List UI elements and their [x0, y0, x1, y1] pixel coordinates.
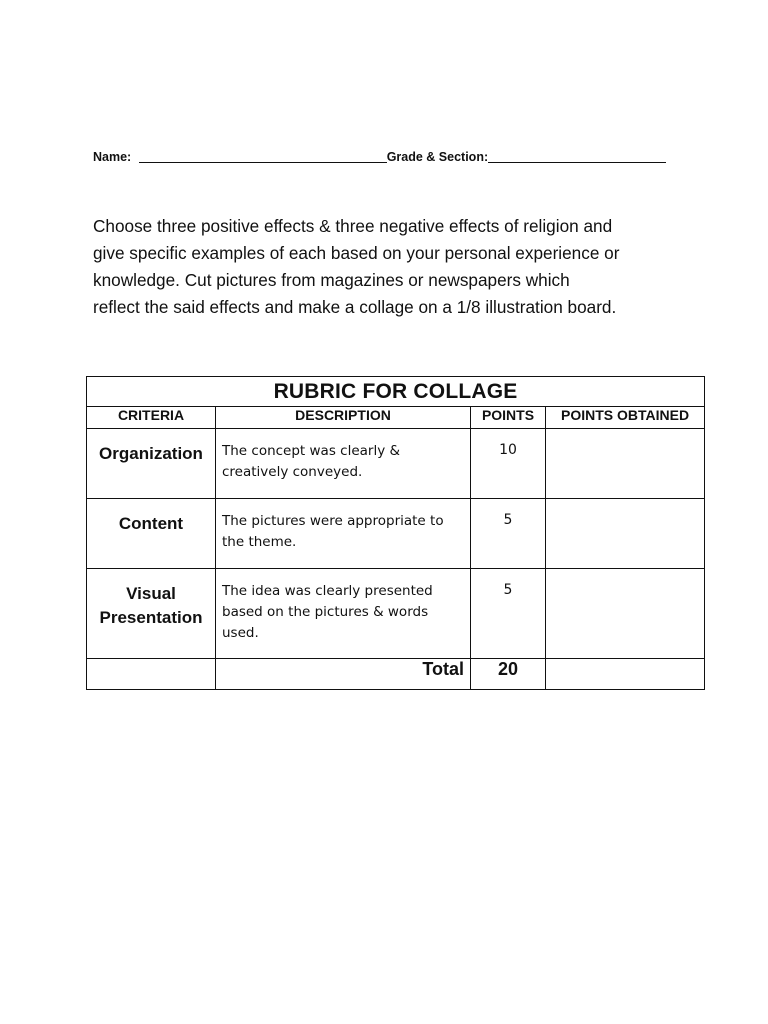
grade-section-blank-line[interactable]: [488, 151, 666, 163]
column-header-points: POINTS: [471, 407, 546, 429]
name-label: Name:: [93, 150, 132, 164]
criteria-cell: Content: [87, 499, 216, 569]
column-header-description: DESCRIPTION: [216, 407, 471, 429]
student-info-line: [93, 150, 666, 164]
column-header-criteria: CRITERIA: [87, 407, 216, 429]
description-cell: The idea was clearly presented based on the pictures & words used.: [216, 569, 471, 659]
rubric-header-row: [87, 407, 705, 429]
column-header-points-obtained: POINTS OBTAINED: [546, 407, 705, 429]
total-label: Total: [216, 659, 471, 690]
criteria-cell: Visual Presentation: [87, 569, 216, 659]
empty-cell: [87, 659, 216, 690]
instruction-line: knowledge. Cut pictures from magazines or newspapers which: [93, 270, 570, 290]
description-cell: The concept was clearly & creatively conveyed.: [216, 429, 471, 499]
points-obtained-cell[interactable]: [546, 569, 705, 659]
instruction-line: reflect the said effects and make a collage on a 1/8 illustration board.: [93, 297, 617, 317]
criteria-cell: Organization: [87, 429, 216, 499]
table-row: [87, 499, 705, 569]
instructions: [93, 213, 693, 321]
name-blank-line[interactable]: [139, 151, 387, 163]
points-obtained-cell[interactable]: [546, 499, 705, 569]
total-value: 20: [471, 659, 546, 690]
instruction-line: give specific examples of each based on your personal experience or: [93, 243, 620, 263]
table-row: [87, 569, 705, 659]
rubric-table: [86, 376, 705, 690]
total-obtained-cell[interactable]: [546, 659, 705, 690]
instruction-line: Choose three positive effects & three negative effects of religion and: [93, 216, 613, 236]
points-obtained-cell[interactable]: [546, 429, 705, 499]
total-row: [87, 659, 705, 690]
points-cell: 5: [471, 569, 546, 659]
grade-section-label: Grade & Section:: [386, 150, 489, 164]
points-cell: 5: [471, 499, 546, 569]
rubric-title: RUBRIC FOR COLLAGE: [87, 377, 705, 407]
table-row: [87, 429, 705, 499]
points-cell: 10: [471, 429, 546, 499]
description-cell: The pictures were appropriate to the theme.: [216, 499, 471, 569]
